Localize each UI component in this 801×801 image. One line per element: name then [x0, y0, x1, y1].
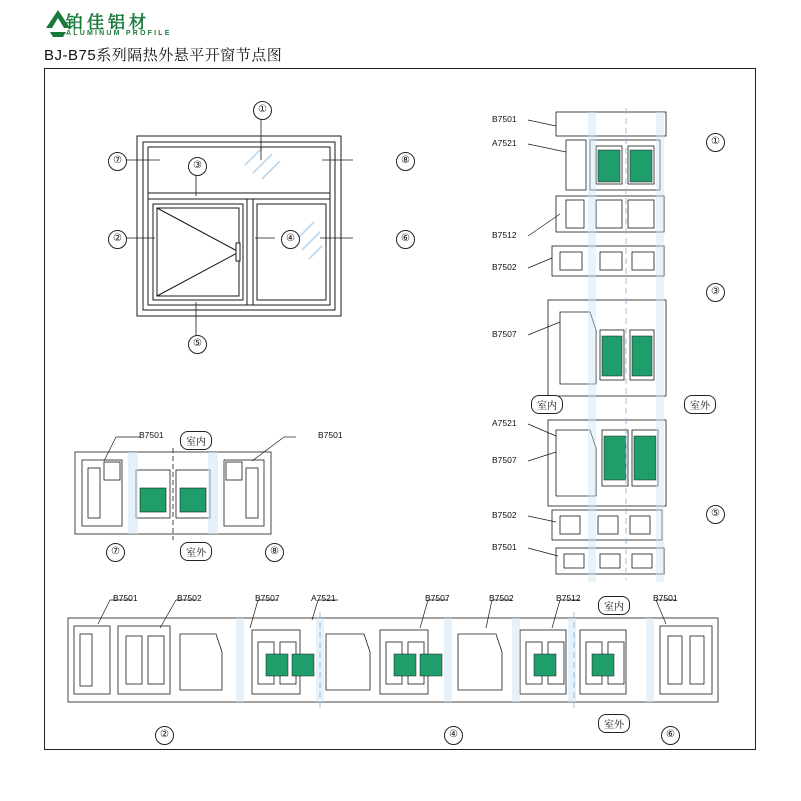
brand-name-cn: 铂佳铝材: [66, 13, 150, 32]
indoor-label-mid: 室内: [180, 431, 212, 450]
part-label-b7501-b1: B7501: [113, 593, 138, 603]
callout-6-elevation: ⑥: [396, 230, 415, 249]
brand-name-en: ALUMINUM PROFILE: [66, 30, 172, 37]
part-label-b7502-b1: B7502: [177, 593, 202, 603]
part-label-b7501-r2: B7501: [492, 542, 517, 552]
part-label-b7507-r2: B7507: [492, 455, 517, 465]
part-label-b7512-b: B7512: [556, 593, 581, 603]
part-label-b7501-b2: B7501: [653, 593, 678, 603]
part-label-b7512-r: B7512: [492, 230, 517, 240]
part-label-b7502-r1: B7502: [492, 262, 517, 272]
callout-2-elevation: ②: [108, 230, 127, 249]
part-label-b7501-m1: B7501: [139, 430, 164, 440]
callout-7-mid: ⑦: [106, 543, 125, 562]
callout-7-elevation: ⑦: [108, 152, 127, 171]
callout-5-elevation: ⑤: [188, 335, 207, 354]
part-label-a7521-b: A7521: [311, 593, 336, 603]
part-label-a7521-r2: A7521: [492, 418, 517, 428]
part-label-b7502-b2: B7502: [489, 593, 514, 603]
part-label-b7507-b1: B7507: [255, 593, 280, 603]
callout-1-right: ①: [706, 133, 725, 152]
page-title: BJ-B75系列隔热外悬平开窗节点图: [44, 47, 283, 64]
callout-6-bottom: ⑥: [661, 726, 680, 745]
part-label-b7501-m2: B7501: [318, 430, 343, 440]
callout-3-right: ③: [706, 283, 725, 302]
callout-8-elevation: ⑧: [396, 152, 415, 171]
outdoor-label-right: 室外: [684, 395, 716, 414]
part-label-b7507-r1: B7507: [492, 329, 517, 339]
part-label-b7507-b2: B7507: [425, 593, 450, 603]
callout-8-mid: ⑧: [265, 543, 284, 562]
part-label-a7521-r1: A7521: [492, 138, 517, 148]
indoor-label-bottom: 室内: [598, 596, 630, 615]
callout-1-elevation: ①: [253, 101, 272, 120]
callout-4-elevation: ④: [281, 230, 300, 249]
outdoor-label-bottom: 室外: [598, 714, 630, 733]
part-label-b7501-r1: B7501: [492, 114, 517, 124]
callout-4-bottom: ④: [444, 726, 463, 745]
callout-3-elevation: ③: [188, 157, 207, 176]
outdoor-label-mid: 室外: [180, 542, 212, 561]
callout-5-right: ⑤: [706, 505, 725, 524]
part-label-b7502-r2: B7502: [492, 510, 517, 520]
indoor-label-right: 室内: [531, 395, 563, 414]
callout-2-bottom: ②: [155, 726, 174, 745]
